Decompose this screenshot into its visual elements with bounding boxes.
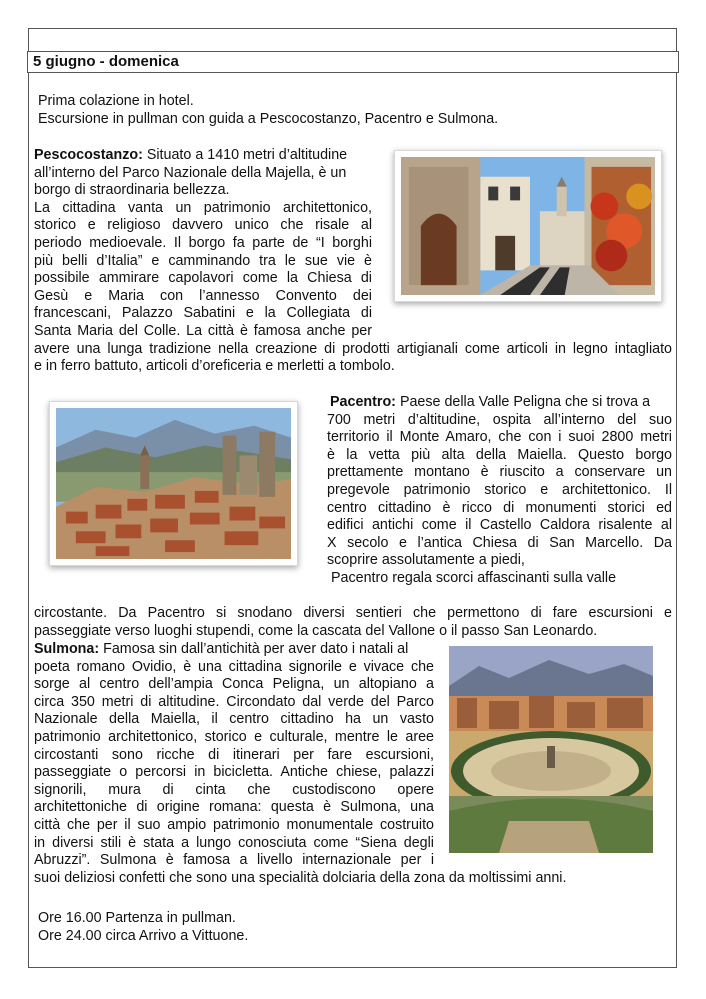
pacentro-body-line: territorio il Monte Amaro, che con i suoi 2800 metri bbox=[327, 429, 672, 446]
pacentro-line-plain: scoprire assolutamente a piedi, bbox=[327, 552, 525, 569]
sulmona-body-line: Abruzzi”. Sulmona è famosa a livello internazionale per i bbox=[34, 852, 434, 869]
sulmona-body-line: signorili, mura di cinta che custodiscono opere bbox=[34, 781, 434, 798]
pescocostanzo-body-line: storico e religioso davvero unico che risale al bbox=[34, 217, 372, 234]
sulmona-body bbox=[34, 659, 434, 870]
sulmona-photo bbox=[449, 646, 653, 853]
pescocostanzo-photo bbox=[394, 150, 662, 302]
day-header: 5 giugno - domenica bbox=[27, 51, 679, 73]
intro-line-2: Escursione in pullman con guida a Pescocostanzo, Pacentro e Sulmona. bbox=[38, 110, 499, 127]
sulmona-body-line: poeta romano Ovidio, è una cittadina signorile e vivace che bbox=[34, 658, 434, 675]
sulmona-body-line: architettoniche di origine romana: questa è Sulmona, una bbox=[34, 799, 434, 816]
pescocostanzo-body-line: periodo medioevale. Il borgo fa parte de “I borghi bbox=[34, 234, 372, 251]
sulmona-name: Sulmona: bbox=[34, 641, 100, 657]
pescocostanzo-body-line: francescani, Palazzo Sabatini e la Collegiata di bbox=[34, 305, 372, 322]
pacentro-body-line: 700 metri d’altitudine, ospita all’interno del suo bbox=[327, 411, 672, 428]
pacentro-body-line: circostante. Da Pacentro si snodano diversi sentieri che permettono di fare escursioni e bbox=[34, 605, 672, 621]
sulmona-body-line: Nazionale della Maiella, il centro cittadino ha un vasto bbox=[34, 711, 434, 728]
pescocostanzo-body-line: La cittadina vanta un patrimonio architettonico, bbox=[34, 199, 372, 216]
pescocostanzo-last-line: e in ferro battuto, articoli d’oreficeria e merletti a tombolo. bbox=[34, 358, 395, 375]
intro bbox=[38, 93, 678, 128]
pacentro-body-line: pregevole patrimonio storico e architettonico. Il bbox=[327, 481, 672, 498]
pacentro-body-line: X secolo e l’antica Chiesa di San Marcello. Da bbox=[327, 534, 672, 551]
pacentro-body-wide bbox=[34, 605, 672, 623]
sulmona-body-line: in diversi stili è stata a lungo conosciuta come “Siena degli bbox=[34, 834, 434, 851]
sulmona-last-line: suoi deliziosi confetti che sono una specialità dolciaria della zona da moltissimi anni. bbox=[34, 869, 567, 886]
pescocostanzo-body-line: Santa Maria del Colle. La città è famosa anche per bbox=[34, 322, 372, 339]
pacentro-body-line: prettamente montano è riuscito a conservare un bbox=[327, 464, 672, 481]
pacentro-body-line: centro cittadino è ricco di monumenti storici ed bbox=[327, 499, 672, 516]
pescocostanzo-body-narrow bbox=[34, 200, 372, 341]
intro-line-1: Prima colazione in hotel. bbox=[38, 93, 194, 109]
pacentro-body bbox=[327, 412, 672, 553]
pescocostanzo-body-line: Gesù e Maria con l’annesso Convento dei bbox=[34, 287, 372, 304]
pacentro-name: Pacentro: bbox=[330, 394, 396, 410]
pescocostanzo-line-1: Pescocostanzo: Situato a 1410 metri d’altitudine bbox=[34, 147, 348, 163]
pacentro-village-image bbox=[56, 408, 291, 559]
sulmona-body-line: circostanti sono ricche di itinerari per fare escursioni, bbox=[34, 746, 434, 763]
pacentro-line-indent: Pacentro regala scorci affascinanti sulla valle bbox=[331, 569, 617, 586]
sulmona-body-line: patrimonio architettonico, storico e culturale, mentre le aree bbox=[34, 728, 434, 745]
pacentro-continued bbox=[34, 605, 674, 640]
sulmona-line-1: Sulmona: Famosa sin dall’antichità per aver dato i natali al bbox=[34, 641, 409, 657]
pescocostanzo-line-2: all’interno del Parco Nazionale della Majella, è un bbox=[34, 164, 347, 181]
pescocostanzo-line-3: borgo di straordinaria bellezza. bbox=[34, 182, 230, 199]
pescocostanzo-body-line: possibile ammirare capolavori come la Chiesa di bbox=[34, 270, 372, 287]
sulmona-piazza-image bbox=[449, 646, 653, 853]
pescocostanzo-name: Pescocostanzo: bbox=[34, 147, 143, 163]
schedule-line-departure: Ore 16.00 Partenza in pullman. bbox=[38, 910, 236, 926]
pescocostanzo-body-line: più belli d’Italia” e camminando tra le sue vie è bbox=[34, 252, 372, 269]
sulmona-body-line: città che per il suo ampio patrimonio monumentale costruito bbox=[34, 816, 434, 833]
pescocostanzo-street-image bbox=[401, 157, 655, 295]
schedule-line-arrival: Ore 24.00 circa Arrivo a Vittuone. bbox=[38, 927, 249, 944]
pescocostanzo-body-wide bbox=[34, 341, 672, 359]
sulmona-body-line: circa 350 metri di altitudine. Circondato dal verde del Parco bbox=[34, 693, 434, 710]
pacentro-line-1: Pacentro: Paese della Valle Peligna che si trova a bbox=[330, 394, 651, 410]
pescocostanzo-body-line: avere una lunga tradizione nella creazione di prodotti artigianali come articoli in legno intagliato bbox=[34, 340, 672, 357]
pacentro-body-line: è la vetta più alta della Maiella. Questo borgo bbox=[327, 446, 672, 463]
sulmona-body-line: passeggiate o percorsi in bicicletta. Antiche chiese, palazzi bbox=[34, 764, 434, 781]
pacentro-body-line: edifici antichi come il Castello Caldora risalente al bbox=[327, 517, 672, 534]
pacentro-photo bbox=[49, 401, 298, 566]
pacentro-last-line: passeggiate verso luoghi stupendi, come la cascata del Vallone o il passo San Leonardo. bbox=[34, 622, 598, 639]
schedule bbox=[38, 910, 678, 945]
pacentro-section bbox=[327, 394, 672, 588]
sulmona-body-line: sorge al centro dell’ampia Conca Peligna, un altopiano a bbox=[34, 676, 434, 693]
